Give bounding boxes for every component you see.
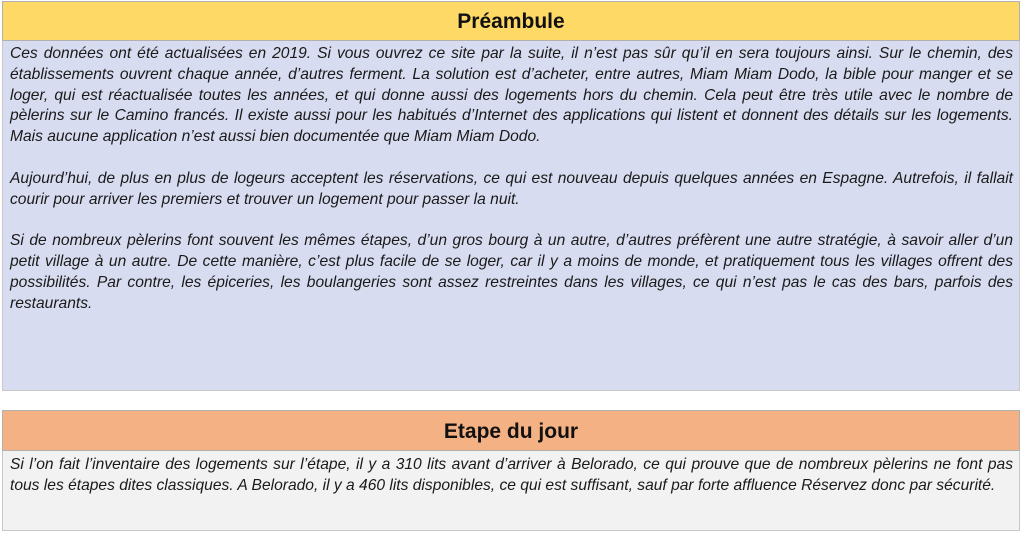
preambule-paragraph-2: Aujourd’hui, de plus en plus de logeurs acceptent les réservations, ce qui est nouveau depuis quelques années en Espagne. Autrefois, il fallait courir pour arriver les premiers et trouver un logement pour passer la nuit. bbox=[10, 169, 1013, 208]
etape-title: Etape du jour bbox=[2, 410, 1020, 451]
preambule-title: Préambule bbox=[2, 1, 1020, 41]
paragraph-gap bbox=[10, 148, 1013, 169]
paragraph-gap bbox=[10, 210, 1013, 231]
preambule-section bbox=[2, 1, 1020, 391]
etape-body bbox=[2, 451, 1020, 531]
etape-paragraph-1: Si l’on fait l’inventaire des logements sur l’étape, il y a 310 lits avant d’arriver à Belorado, ce qui prouve que de nombreux pèlerins ne font pas tous les étapes dites classiques. A Belorado, il y a 460 lits disponibles, ce qui est suffisant, sauf par forte affluence Réservez donc par sécurité. bbox=[10, 456, 1013, 494]
preambule-paragraph-1: Ces données ont été actualisées en 2019. Si vous ouvrez ce site par la suite, il n’est pas sûr qu’il en sera toujours ainsi. Sur le chemin, des établissements ouvrent chaque année, d’autres ferment. La solution est d’acheter, entre autres, Miam Miam Dodo, la bible pour manger et se loger, qui est réactualisée toutes les années, et qui donne aussi des logements hors du chemin. Cela peut être très utile avec le nombre de pèlerins sur le Camino francés. Il existe aussi pour les habitués d’Internet des applications qui listent et donnent des détails sur les logements. Mais aucune application n’est aussi bien documentée que Miam Miam Dodo. bbox=[10, 45, 1013, 146]
preambule-body bbox=[2, 41, 1020, 391]
etape-section bbox=[2, 410, 1020, 531]
preambule-paragraph-3: Si de nombreux pèlerins font souvent les mêmes étapes, d’un gros bourg à un autre, d’autres préfèrent une autre stratégie, à savoir aller d’un petit village à un autre. De cette manière, c’est plus facile de se loger, car il y a moins de monde, et pratiquement tous les villages offrent des possibilités. Par contre, les épiceries, les boulangeries sont assez restreintes dans les villages, ce qui n’est pas le cas des bars, parfois des restaurants. bbox=[10, 232, 1013, 312]
